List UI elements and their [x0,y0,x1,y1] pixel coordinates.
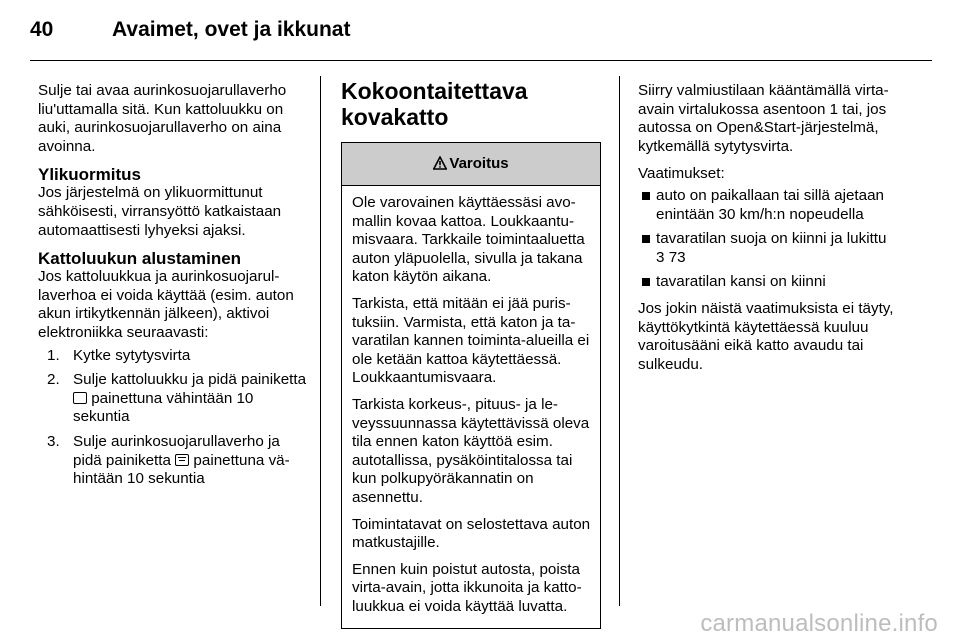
warning-paragraph: Ole varovainen käyttäessäsi avomallin kovaa kattoa. Loukkaantumisvaara. Tarkkaile toimintaaluetta auton yläpuolella, sivulla ja takana katon käytön aikana. [352,194,585,286]
requirement-text: tavaratilan suoja on kiinni ja lukittu [656,230,887,248]
step-item [38,347,308,366]
middle-column [341,78,601,629]
bullet-square-icon [642,278,650,286]
step-item [38,371,308,427]
step-number: 2. [47,371,60,389]
page-header [30,18,350,42]
step-text: Kytke sytytysvirta [73,346,191,364]
warning-paragraph: Ennen kuin poistut autosta, poista virta-avain, jotta ikkunoita ja kattoluukkua ei voida käyttää luvatta. [352,560,582,615]
site-watermark: carmanualsonline.info [700,610,938,637]
page-number: 40 [30,18,54,41]
chapter-title: Avaimet, ovet ja ikkunat [112,18,351,41]
reset-steps [38,347,308,489]
section-title [341,78,601,130]
column-divider-left [320,76,321,606]
requirement-item [638,230,906,267]
step-number: 3. [47,432,60,450]
overload-heading: Ylikuormitus [38,165,141,185]
warning-paragraph: Tarkista, että mitään ei jää puristuksiin. Varmista, että katon ja tavaratilan kannen toiminta-alueilla ei ole ketään kattoa käytettäessä. Loukkaantumisvaara. [352,294,590,387]
step-text: Sulje aurinkosuojarullaverho ja pidä painiketta [73,432,280,469]
overload-paragraph: Jos järjestelmä on ylikuormittunut sähköisesti, virransyöttö katkaistaan automaattisesti lyhyeksi ajaksi. [38,184,282,239]
reset-heading: Kattoluukun alustaminen [38,249,242,269]
warning-header [342,143,600,186]
bullet-square-icon [642,192,650,200]
warning-label: Varoitus [449,155,509,172]
requirement-item [638,187,906,224]
sunblind-button-icon [175,454,189,466]
section-title-line: Kokoontaitettava [341,78,528,104]
requirement-text: tavaratilan kansi on kiinni [656,273,826,291]
intro-paragraph: Sulje tai avaa aurinkosuojarullaverho liu'uttamalla sitä. Kun kattoluukku on auki, aurinkosuojarullaverho on aina avoinna. [38,82,287,155]
step-number: 1. [47,346,60,364]
left-column [38,82,308,495]
warning-paragraph: Tarkista korkeus-, pituus- ja leveyssuunnassa käytettävissä oleva tila ennen katon käyttöä esim. autotallissa, pysäköintitalossa tai kun polkupyöräkannatin on asennettu. [352,395,590,506]
warning-paragraph: Toimintatavat on selostettava auton matkustajille. [352,515,591,552]
reset-paragraph: Jos kattoluukkua ja aurinkosuojarullaverhoa ei voida käyttää (esim. auton akun irtikytkennän jälkeen), aktivoi elektroniikka seuraavasti: [38,268,294,341]
sunroof-button-icon [73,392,87,404]
requirements-label: Vaatimukset: [638,165,725,183]
reference-arrow-icon: 3 [656,248,665,266]
reference-page-number: 73 [668,248,686,266]
warning-box [341,142,601,629]
step-text: Sulje kattoluukku ja pidä painiketta [73,371,307,389]
right-intro-paragraph: Siirry valmiustilaan kääntämällä virta-avain virtalukossa asentoon 1 tai, jos autossa on Open&Start-järjestelmä, kytkemällä sytytysvirta. [638,82,889,155]
page-reference [656,249,686,266]
bullet-square-icon [642,235,650,243]
section-title-line: kovakatto [341,104,449,130]
warning-triangle-icon [433,156,447,170]
requirement-text: auto on paikallaan tai sillä ajetaan enintään 30 km/h:n nopeudella [656,186,884,223]
step-item [38,433,308,489]
step-text-cont: painettuna vähintään 10 sekuntia [73,389,254,426]
step-text-cont: painettuna vähintään 10 sekuntia [73,451,290,488]
right-column [638,82,906,383]
right-outro-paragraph: Jos jokin näistä vaatimuksista ei täyty, käyttökytkintä käytettäessä kuuluu varoitusääni eikä katto avaudu tai sulkeudu. [638,299,894,373]
requirement-item [638,273,906,292]
column-divider-right [619,76,620,606]
header-rule [30,60,932,61]
warning-body [342,186,600,628]
requirements-list [638,187,906,292]
